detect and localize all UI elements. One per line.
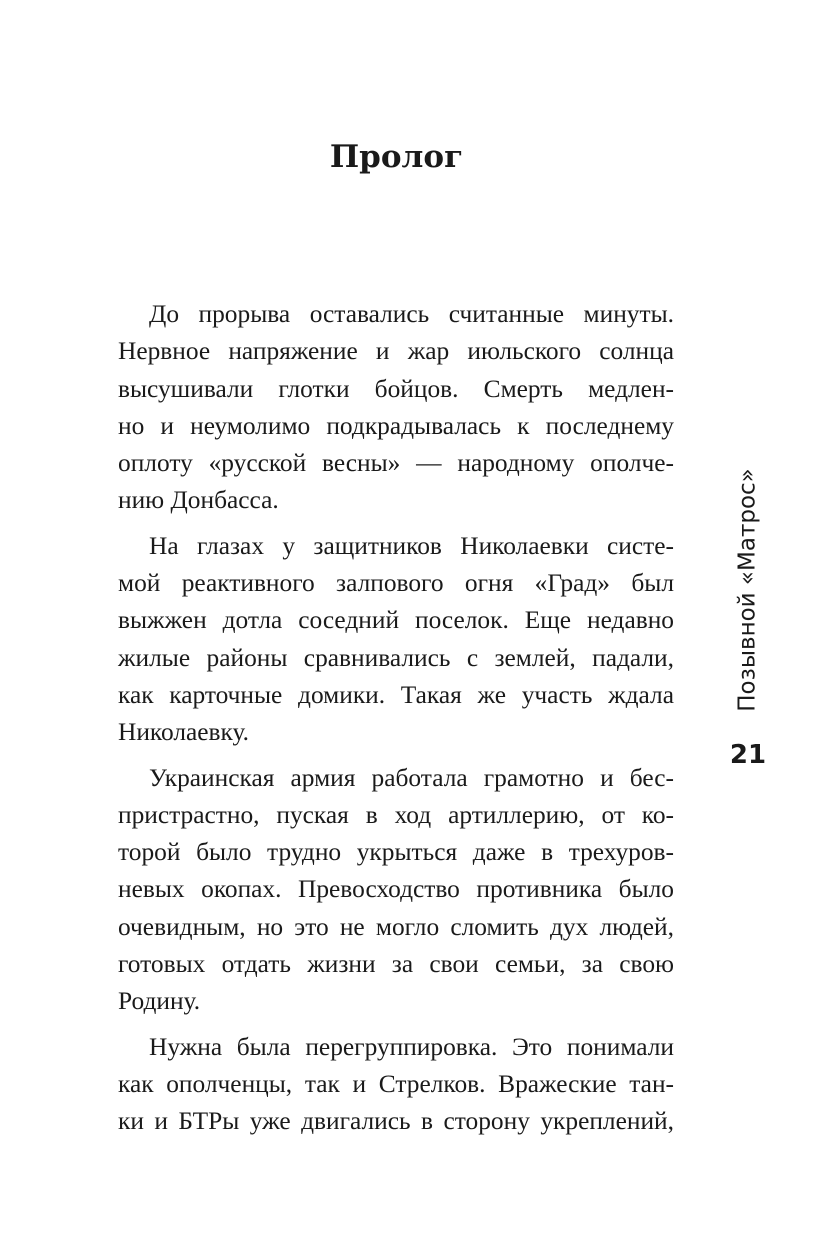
running-head bbox=[731, 470, 765, 710]
text-line: На глазах у защитников Николаевки систе- bbox=[149, 531, 674, 560]
text-line: как ополченцы, так и Стрелков. Вражеские тан- bbox=[118, 1069, 674, 1098]
running-head-text: Позывной «Матрос» bbox=[735, 468, 762, 712]
text-line: как карточные домики. Такая же участь ждала bbox=[118, 680, 674, 709]
page-number: 21 bbox=[729, 740, 767, 770]
text-line: Родину. bbox=[118, 987, 201, 1016]
text-line: ки и БТРы уже двигались в сторону укреплений, bbox=[118, 1107, 674, 1136]
text-line: готовых отдать жизни за свои семьи, за свою bbox=[118, 950, 674, 979]
text-line: нию Донбасса. bbox=[118, 486, 279, 515]
text-line: жилые районы сравнивались с землей, падали, bbox=[118, 643, 674, 672]
body-text bbox=[118, 296, 674, 1149]
text-line: Украинская армия работала грамотно и бес- bbox=[149, 763, 674, 792]
text-line: высушивали глотки бойцов. Смерть медлен- bbox=[118, 374, 674, 403]
text-line: До прорыва оставались считанные минуты. bbox=[149, 300, 674, 328]
paragraph bbox=[118, 296, 674, 520]
text-line: но и неумолимо подкрадывалась к последнему bbox=[118, 411, 674, 440]
text-line: пристрастно, пуская в ход артиллерию, от ко- bbox=[118, 800, 674, 829]
text-line: мой реактивного залпового огня «Град» был bbox=[118, 569, 674, 598]
text-line: невых окопах. Превосходство противника было bbox=[118, 875, 674, 904]
paragraph bbox=[118, 760, 674, 1021]
text-line: торой было трудно укрыться даже в трехуров- bbox=[118, 838, 674, 867]
paragraph bbox=[118, 528, 674, 752]
text-line: Нервное напряжение и жар июльского солнца bbox=[118, 337, 674, 366]
text-line: Нужна была перегруппировка. Это понимали bbox=[149, 1032, 674, 1061]
chapter-title: Пролог bbox=[329, 139, 464, 175]
text-line: очевидным, но это не могло сломить дух людей, bbox=[118, 912, 674, 941]
paragraph bbox=[118, 1029, 674, 1141]
text-line: выжжен дотла соседний поселок. Еще недавно bbox=[118, 606, 674, 635]
text-line: оплоту «русской весны» — народному ополче- bbox=[118, 449, 674, 478]
text-line: Николаевку. bbox=[118, 718, 250, 747]
